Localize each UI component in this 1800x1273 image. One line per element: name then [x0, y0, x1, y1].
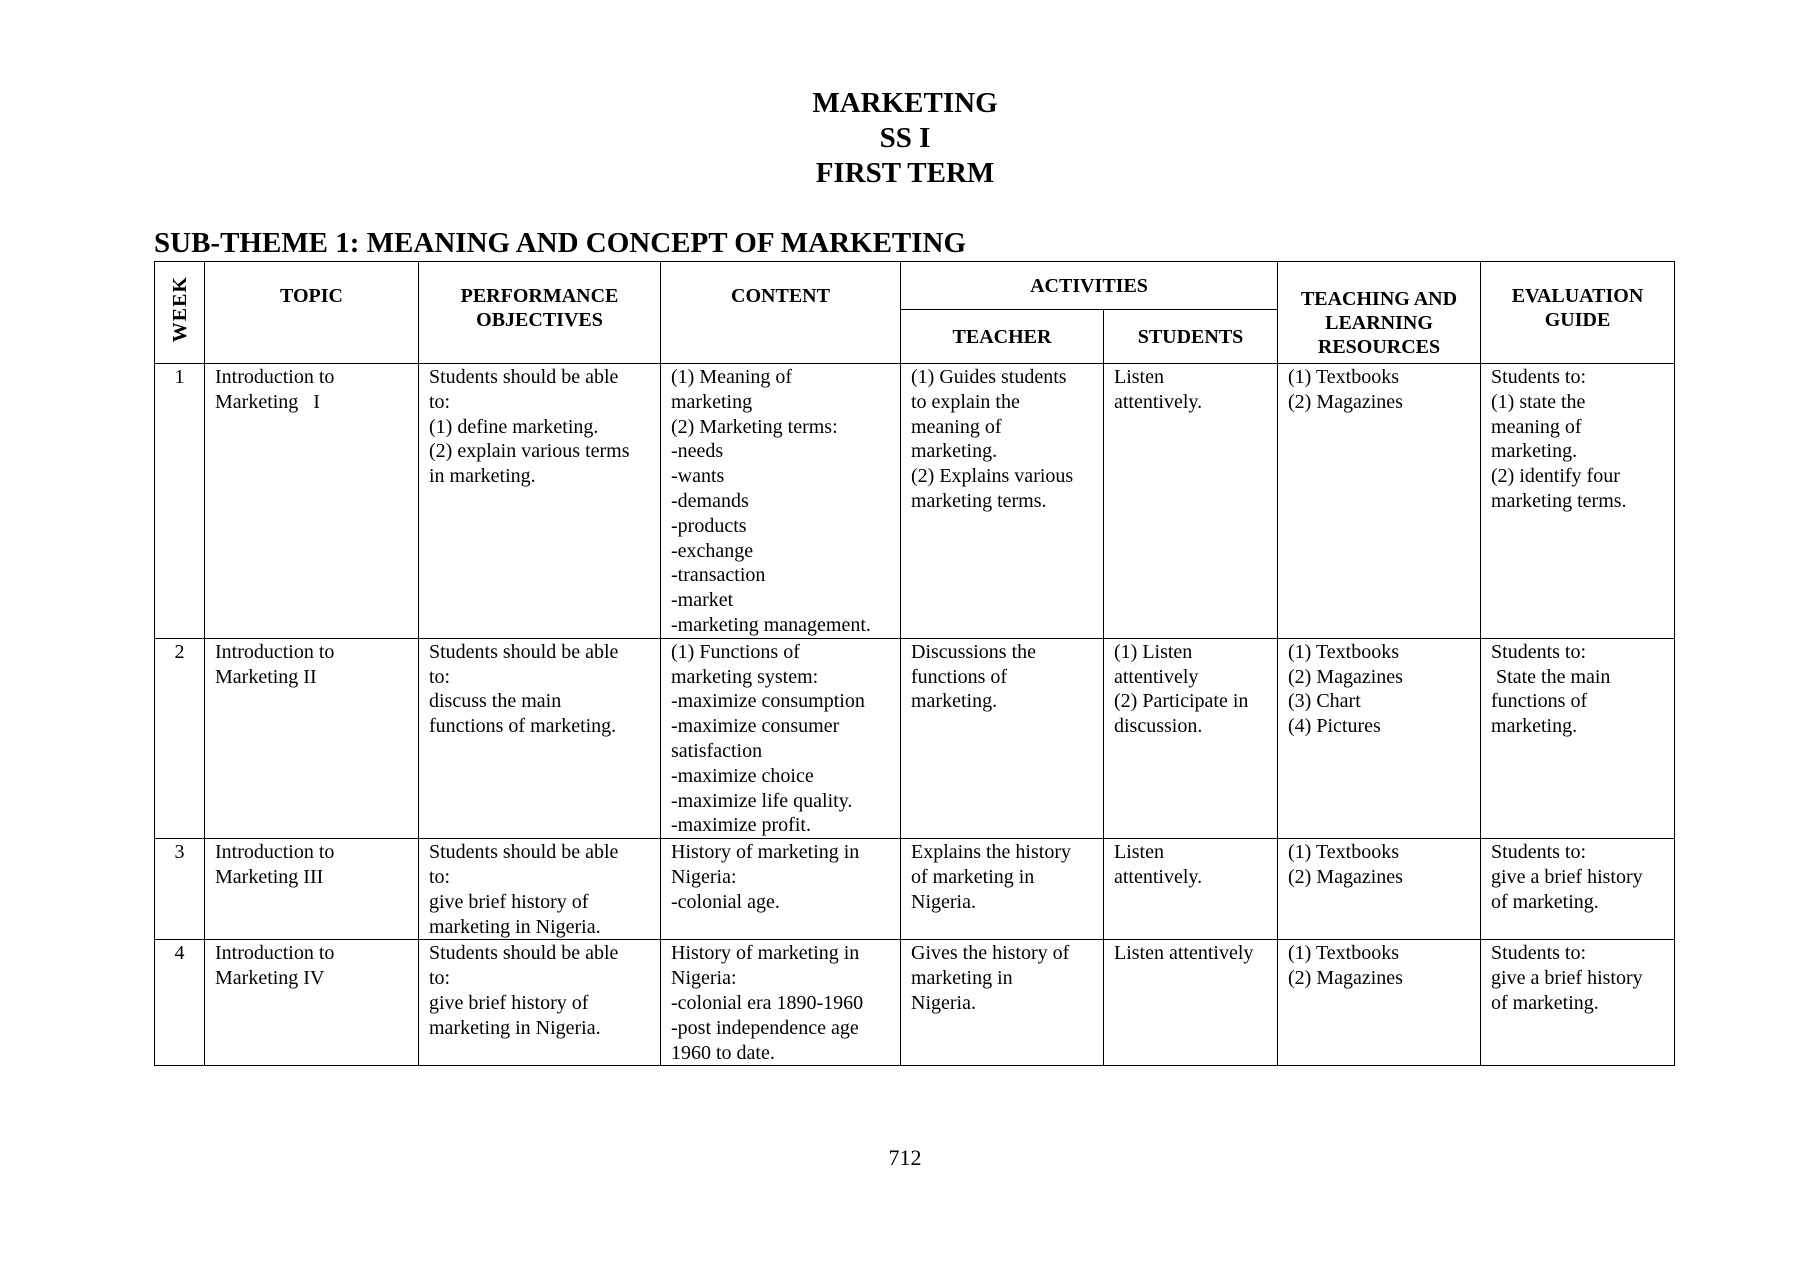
subtheme-heading: SUB-THEME 1: MEANING AND CONCEPT OF MARKETING	[154, 227, 967, 259]
cell-students	[1104, 364, 1278, 639]
cell-students	[1104, 638, 1278, 838]
cell-resources	[1278, 839, 1481, 940]
cell-line: meaning of	[1491, 415, 1582, 438]
cell-line: Students should be able	[429, 366, 619, 388]
cell-line: (1) state the	[1491, 390, 1586, 413]
cell-line: (1) Textbooks	[1288, 640, 1400, 663]
cell-line: Marketing II	[215, 665, 317, 688]
cell-line: Marketing I	[215, 390, 320, 413]
cell-line: marketing terms.	[911, 489, 1047, 512]
header-activities: ACTIVITIES	[901, 262, 1278, 310]
cell-line: give brief history of	[429, 890, 589, 913]
cell-line: Marketing III	[215, 865, 324, 888]
scheme-table	[154, 261, 1675, 1066]
cell-line: in marketing.	[429, 465, 536, 488]
cell-evaluation	[1481, 940, 1675, 1066]
cell-line: Explains the history	[911, 841, 1071, 864]
cell-line: functions of marketing.	[429, 715, 617, 738]
cell-line: -products	[671, 514, 747, 537]
header-content: CONTENT	[661, 262, 901, 364]
cell-line: Introduction to	[215, 841, 335, 864]
cell-line: (1) Textbooks	[1288, 942, 1400, 965]
cell-resources	[1278, 638, 1481, 838]
cell-line: -post independence age	[671, 1016, 859, 1039]
header-resources: TEACHING AND LEARNING RESOURCES	[1278, 262, 1481, 364]
cell-line: Gives the history of	[911, 942, 1070, 965]
cell-line: (4) Pictures	[1288, 715, 1381, 738]
cell-line: to:	[429, 390, 451, 413]
cell-students	[1104, 839, 1278, 940]
cell-line: of marketing.	[1491, 991, 1599, 1014]
table-row	[155, 940, 1675, 1066]
cell-week: 2	[155, 638, 205, 838]
cell-line: (2) Explains various	[911, 465, 1074, 488]
cell-line: 1960 to date.	[671, 1041, 775, 1064]
cell-line: give a brief history	[1491, 865, 1643, 888]
title-line: SS I	[879, 122, 931, 154]
cell-line: to:	[429, 865, 451, 888]
cell-line: (2) Magazines	[1288, 865, 1403, 888]
title-line: MARKETING	[812, 87, 998, 119]
cell-line: (3) Chart	[1288, 690, 1361, 713]
cell-teacher	[901, 839, 1104, 940]
cell-line: functions of	[1491, 690, 1588, 713]
cell-line: Listen attentively	[1114, 942, 1254, 965]
cell-line: (1) define marketing.	[429, 415, 599, 438]
cell-line: Students should be able	[429, 942, 619, 965]
cell-line: Nigeria:	[671, 967, 737, 990]
cell-line: -colonial era 1890-1960	[671, 991, 864, 1014]
cell-line: Discussions the	[911, 640, 1036, 663]
cell-content	[661, 638, 901, 838]
header-teacher: TEACHER	[901, 310, 1104, 364]
cell-line: marketing terms.	[1491, 489, 1627, 512]
cell-line: marketing.	[1491, 440, 1578, 463]
cell-line: (1) Textbooks	[1288, 841, 1400, 864]
cell-line: -demands	[671, 489, 749, 512]
cell-line: -colonial age.	[671, 890, 780, 913]
cell-line: -maximize profit.	[671, 814, 811, 837]
table-row	[155, 364, 1675, 639]
cell-line: -maximize consumption	[671, 690, 865, 713]
cell-topic	[205, 940, 419, 1066]
cell-line: -exchange	[671, 539, 754, 562]
cell-line: marketing.	[1491, 715, 1578, 738]
cell-line: give a brief history	[1491, 967, 1643, 990]
cell-line: (2) identify four	[1491, 465, 1620, 488]
cell-line: Introduction to	[215, 366, 335, 388]
cell-line: Students should be able	[429, 841, 619, 864]
cell-line: (1) Listen	[1114, 640, 1193, 663]
header-evaluation: EVALUATION GUIDE	[1481, 262, 1675, 364]
cell-line: Students to:	[1491, 640, 1587, 663]
cell-evaluation	[1481, 364, 1675, 639]
header-objectives: PERFORMANCE OBJECTIVES	[419, 262, 661, 364]
cell-week: 4	[155, 940, 205, 1066]
cell-line: attentively.	[1114, 390, 1203, 413]
cell-objectives	[419, 638, 661, 838]
cell-line: marketing	[671, 390, 753, 413]
cell-line: marketing system:	[671, 665, 819, 688]
cell-line: Nigeria.	[911, 991, 976, 1014]
cell-line: marketing in Nigeria.	[429, 915, 601, 938]
cell-line: marketing in	[911, 967, 1013, 990]
cell-topic	[205, 839, 419, 940]
cell-line: -needs	[671, 440, 724, 463]
cell-line: of marketing.	[1491, 890, 1599, 913]
cell-content	[661, 839, 901, 940]
cell-evaluation	[1481, 638, 1675, 838]
cell-line: give brief history of	[429, 991, 589, 1014]
cell-line: (1) Textbooks	[1288, 366, 1400, 388]
cell-objectives	[419, 364, 661, 639]
table-row	[155, 839, 1675, 940]
cell-line: (2) Magazines	[1288, 390, 1403, 413]
cell-line: to:	[429, 665, 451, 688]
cell-teacher	[901, 638, 1104, 838]
cell-line: Students to:	[1491, 942, 1587, 965]
cell-content	[661, 940, 901, 1066]
cell-line: -maximize consumer	[671, 715, 840, 738]
cell-line: discussion.	[1114, 715, 1203, 738]
cell-line: attentively	[1114, 665, 1199, 688]
cell-line: satisfaction	[671, 739, 763, 762]
cell-line: (2) Participate in	[1114, 690, 1249, 713]
cell-content	[661, 364, 901, 639]
title-line: FIRST TERM	[815, 157, 995, 189]
cell-line: -market	[671, 589, 734, 612]
cell-line: functions of	[911, 665, 1008, 688]
cell-line: attentively.	[1114, 865, 1203, 888]
cell-line: Students should be able	[429, 640, 619, 663]
cell-line: Marketing IV	[215, 967, 325, 990]
header-topic: TOPIC	[205, 262, 419, 364]
cell-line: (2) explain various terms	[429, 440, 630, 463]
cell-week: 1	[155, 364, 205, 639]
cell-line: Nigeria:	[671, 865, 737, 888]
cell-line: of marketing in	[911, 865, 1035, 888]
cell-line: Students to:	[1491, 841, 1587, 864]
cell-objectives	[419, 839, 661, 940]
cell-line: (1) Meaning of	[671, 366, 793, 388]
cell-line: marketing.	[911, 690, 998, 713]
cell-line: Introduction to	[215, 640, 335, 663]
cell-line: Introduction to	[215, 942, 335, 965]
page-number: 712	[888, 1145, 922, 1170]
cell-line: (2) Magazines	[1288, 665, 1403, 688]
cell-resources	[1278, 364, 1481, 639]
cell-line: -marketing management.	[671, 613, 871, 636]
cell-line: Students to:	[1491, 366, 1587, 388]
cell-line: -wants	[671, 465, 725, 488]
cell-line: History of marketing in	[671, 841, 860, 864]
document-title	[0, 86, 1800, 191]
cell-line: -maximize life quality.	[671, 789, 853, 812]
cell-week: 3	[155, 839, 205, 940]
cell-students	[1104, 940, 1278, 1066]
cell-teacher	[901, 940, 1104, 1066]
cell-objectives	[419, 940, 661, 1066]
cell-line: (1) Guides students	[911, 366, 1067, 388]
header-week: WEEK	[155, 262, 205, 364]
cell-evaluation	[1481, 839, 1675, 940]
cell-line: (2) Magazines	[1288, 967, 1403, 990]
cell-line: Nigeria.	[911, 890, 976, 913]
header-students: STUDENTS	[1104, 310, 1278, 364]
cell-line: Listen	[1114, 841, 1164, 864]
cell-line: to:	[429, 967, 451, 990]
cell-line: (2) Marketing terms:	[671, 415, 838, 438]
cell-line: History of marketing in	[671, 942, 860, 965]
cell-resources	[1278, 940, 1481, 1066]
cell-line: -transaction	[671, 564, 766, 587]
cell-teacher	[901, 364, 1104, 639]
cell-line: meaning of	[911, 415, 1002, 438]
cell-line: State the main	[1491, 665, 1611, 688]
cell-line: discuss the main	[429, 690, 562, 713]
cell-topic	[205, 364, 419, 639]
cell-topic	[205, 638, 419, 838]
cell-line: (1) Functions of	[671, 640, 800, 663]
cell-line: marketing.	[911, 440, 998, 463]
cell-line: marketing in Nigeria.	[429, 1016, 601, 1039]
table-row	[155, 638, 1675, 838]
cell-line: Listen	[1114, 366, 1164, 388]
cell-line: -maximize choice	[671, 764, 814, 787]
cell-line: to explain the	[911, 390, 1020, 413]
